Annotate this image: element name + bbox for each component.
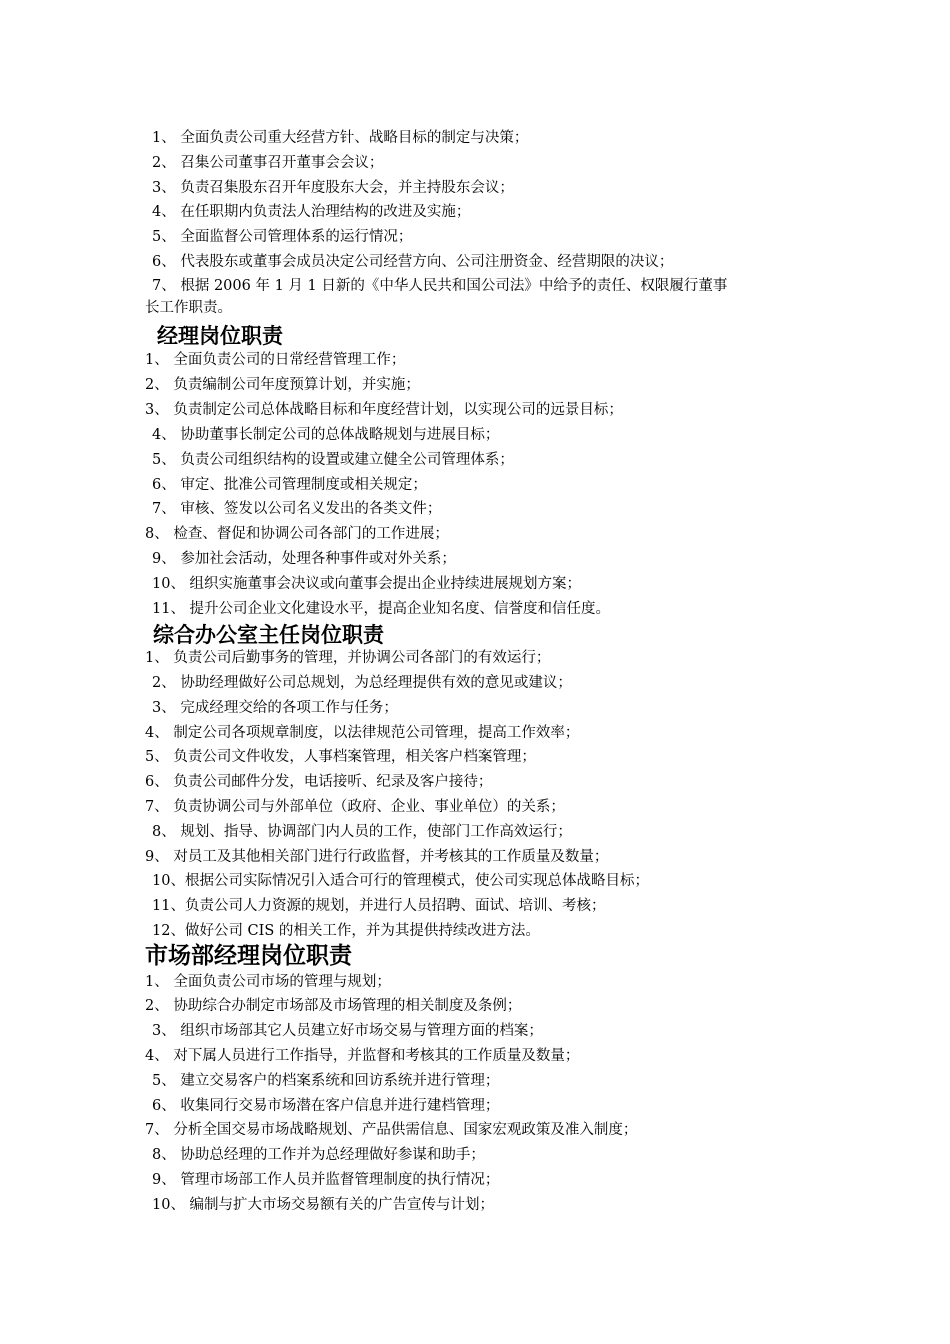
list-item: 3、 组织市场部其它人员建立好市场交易与管理方面的档案；	[152, 1023, 543, 1039]
list-item: 7、 分析全国交易市场战略规划、产品供需信息、国家宏观政策及准入制度；	[145, 1122, 638, 1138]
list-item: 5、 全面监督公司管理体系的运行情况；	[152, 229, 413, 245]
list-item: 4、 协助董事长制定公司的总体战略规划与进展目标；	[152, 427, 500, 443]
list-item: 6、 收集同行交易市场潜在客户信息并进行建档管理；	[152, 1098, 500, 1114]
list-item: 6、 代表股东或董事会成员决定公司经营方向、公司注册资金、经营期限的决议；	[152, 254, 674, 270]
list-item: 5、 建立交易客户的档案系统和回访系统并进行管理；	[152, 1073, 500, 1089]
list-item: 7、 负责协调公司与外部单位（政府、企业、事业单位）的关系；	[145, 799, 565, 815]
list-item: 长工作职责。	[145, 300, 232, 316]
list-item: 11、负责公司人力资源的规划，并进行人员招聘、面试、培训、考核；	[152, 898, 606, 914]
list-item: 5、 负责公司文件收发，人事档案管理，相关客户档案管理；	[145, 749, 536, 765]
list-item: 4、 对下属人员进行工作指导，并监督和考核其的工作质量及数量；	[145, 1048, 580, 1064]
list-item: 8、 规划、指导、协调部门内人员的工作，使部门工作高效运行；	[152, 824, 572, 840]
list-item: 4、 在任职期内负责法人治理结构的改进及实施；	[152, 204, 471, 220]
list-item: 1、 全面负责公司重大经营方针、战略目标的制定与决策；	[152, 130, 529, 146]
list-item: 2、 召集公司董事召开董事会会议；	[152, 155, 384, 171]
list-item: 6、 负责公司邮件分发，电话接听、纪录及客户接待；	[145, 774, 493, 790]
list-item: 5、 负责公司组织结构的设置或建立健全公司管理体系；	[152, 452, 514, 468]
list-item: 8、 协助总经理的工作并为总经理做好参谋和助手；	[152, 1147, 485, 1163]
list-item: 9、 管理市场部工作人员并监督管理制度的执行情况；	[152, 1172, 500, 1188]
list-item: 3、 完成经理交给的各项工作与任务；	[152, 700, 398, 716]
list-item: 4、 制定公司各项规章制度，以法律规范公司管理，提高工作效率；	[145, 725, 580, 741]
list-item: 10、 组织实施董事会决议或向董事会提出企业持续进展规划方案；	[152, 576, 582, 592]
section-heading: 综合办公室主任岗位职责	[153, 623, 384, 647]
list-item: 1、 负责公司后勤事务的管理，并协调公司各部门的有效运行；	[145, 650, 551, 666]
list-item: 3、 负责召集股东召开年度股东大会，并主持股东会议；	[152, 180, 514, 196]
list-item: 2、 负责编制公司年度预算计划，并实施；	[145, 377, 420, 393]
list-item: 7、 审核、签发以公司名义发出的各类文件；	[152, 501, 442, 517]
list-item: 10、 编制与扩大市场交易额有关的广告宣传与计划；	[152, 1197, 495, 1213]
list-item: 8、 检查、督促和协调公司各部门的工作进展；	[145, 526, 449, 542]
section-heading: 经理岗位职责	[157, 324, 283, 348]
list-item: 10、根据公司实际情况引入适合可行的管理模式，使公司实现总体战略目标；	[152, 873, 649, 889]
list-item: 6、 审定、批准公司管理制度或相关规定；	[152, 477, 427, 493]
list-item: 7、 根据 2006 年 1 月 1 日新的《中华人民共和国公司法》中给予的责任、权限履行董事	[152, 278, 728, 294]
list-item: 11、 提升公司企业文化建设水平，提高企业知名度、信誉度和信任度。	[152, 601, 611, 617]
list-item: 2、 协助经理做好公司总规划，为总经理提供有效的意见或建议；	[152, 675, 572, 691]
list-item: 12、做好公司 CIS 的相关工作，并为其提供持续改进方法。	[152, 923, 540, 939]
section-heading: 市场部经理岗位职责	[145, 943, 352, 969]
list-item: 2、 协助综合办制定市场部及市场管理的相关制度及条例；	[145, 998, 522, 1014]
list-item: 9、 对员工及其他相关部门进行行政监督，并考核其的工作质量及数量；	[145, 849, 609, 865]
list-item: 9、 参加社会活动，处理各种事件或对外关系；	[152, 551, 456, 567]
list-item: 1、 全面负责公司的日常经营管理工作；	[145, 352, 406, 368]
list-item: 1、 全面负责公司市场的管理与规划；	[145, 974, 391, 990]
list-item: 3、 负责制定公司总体战略目标和年度经营计划，以实现公司的远景目标；	[145, 402, 623, 418]
